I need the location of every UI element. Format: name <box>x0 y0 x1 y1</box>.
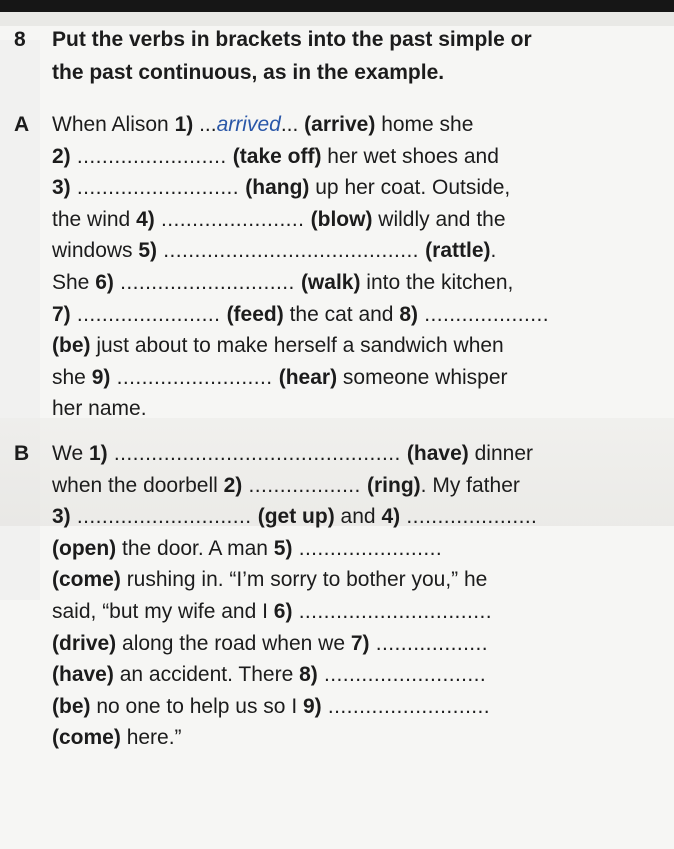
text-segment: along the road when we <box>116 631 351 655</box>
example-answer: arrived <box>216 113 281 136</box>
answer-blank[interactable]: .................. <box>242 473 368 497</box>
text-segment: We <box>52 442 89 465</box>
text-line <box>52 174 510 202</box>
bold-text: 3) <box>52 505 71 529</box>
answer-blank[interactable]: .................. <box>369 631 489 655</box>
text-line <box>52 535 442 563</box>
bold-text: 9) <box>91 365 111 389</box>
text-line <box>52 598 492 626</box>
exercise-number: 8 <box>14 28 26 51</box>
bold-text: (drive) <box>52 631 117 655</box>
text-segment: dinner <box>468 442 533 465</box>
text-segment: and <box>334 505 382 529</box>
bold-text: (get up) <box>257 505 335 529</box>
bold-text: (hear) <box>278 365 338 389</box>
text-segment: when the doorbell <box>52 473 224 497</box>
bold-text: 1) <box>174 113 194 136</box>
text-segment: windows <box>52 239 139 263</box>
text-line <box>52 503 537 531</box>
top-edge <box>0 0 674 12</box>
bold-text: 9) <box>302 694 322 718</box>
bold-text: (ring) <box>367 473 421 497</box>
text-line <box>52 661 486 689</box>
bold-text: (walk) <box>300 271 361 294</box>
answer-blank[interactable]: ............................ <box>113 271 301 294</box>
bold-text: 6) <box>95 271 114 294</box>
text-segment: ... <box>193 113 217 136</box>
text-segment: She <box>52 271 96 294</box>
section-a-label: A <box>14 113 30 136</box>
answer-blank[interactable]: ....................... <box>292 536 443 560</box>
text-segment: no one to help us so I <box>90 694 303 718</box>
section-b-label: B <box>14 442 30 465</box>
text-segment: ... <box>280 113 305 136</box>
answer-blank[interactable]: .......................... <box>317 663 487 687</box>
bold-text: 7) <box>52 302 71 326</box>
bold-text: (arrive) <box>304 113 376 136</box>
bold-text: 5) <box>273 536 293 560</box>
text-segment: . <box>490 239 497 263</box>
text-line <box>52 630 488 658</box>
bold-text: (open) <box>52 536 117 560</box>
bold-text: 2) <box>223 473 243 497</box>
answer-blank[interactable]: .................... <box>418 302 549 326</box>
text-line <box>52 111 473 139</box>
text-segment: said, “but my wife and I <box>52 600 274 623</box>
answer-blank[interactable]: .............................................. <box>107 442 407 465</box>
bold-text: 4) <box>381 505 401 529</box>
bold-text: (have) <box>406 442 469 465</box>
answer-blank[interactable]: ......................... <box>110 365 279 389</box>
answer-blank[interactable]: ..................... <box>400 505 538 529</box>
bold-text: (have) <box>52 663 114 687</box>
text-segment: her wet shoes and <box>321 144 499 168</box>
text-segment: just about to make herself a sandwich when <box>90 334 504 358</box>
text-line <box>52 332 504 360</box>
text-line <box>52 440 533 468</box>
bold-text: 6) <box>273 600 293 623</box>
text-segment: up her coat. Outside, <box>309 176 511 200</box>
text-line <box>52 566 487 594</box>
bold-text: 8) <box>299 663 318 687</box>
bold-text: (come) <box>52 726 121 750</box>
answer-blank[interactable]: ............................ <box>70 505 258 529</box>
bold-text: (rattle) <box>425 239 491 263</box>
instruction-line-2: the past continuous, as in the example. <box>52 61 445 84</box>
answer-blank[interactable]: .......................... <box>321 694 491 718</box>
bleed-through-top <box>0 12 674 26</box>
text-segment: the cat and <box>283 302 400 326</box>
text-segment: When Alison <box>52 113 175 136</box>
text-line <box>52 364 508 392</box>
answer-blank[interactable]: .......................... <box>70 176 246 200</box>
text-segment: her name. <box>52 397 147 421</box>
instruction-line-1: Put the verbs in brackets into the past simple or <box>52 28 532 51</box>
bold-text: (come) <box>52 568 121 592</box>
bold-text: 1) <box>88 442 108 465</box>
bold-text: (hang) <box>245 176 310 200</box>
bold-text: (blow) <box>310 207 373 231</box>
bold-text: 5) <box>138 239 158 263</box>
text-line <box>52 724 182 752</box>
bold-text: 2) <box>52 144 71 168</box>
bold-text: 3) <box>52 176 71 200</box>
bold-text: (be) <box>52 694 91 718</box>
answer-blank[interactable]: ......................................... <box>157 239 426 263</box>
text-line <box>52 395 147 423</box>
answer-blank[interactable]: ....................... <box>154 207 311 231</box>
text-line <box>52 206 506 234</box>
text-segment: wildly and the <box>372 207 506 231</box>
bold-text: 7) <box>350 631 370 655</box>
bold-text: (feed) <box>226 302 284 326</box>
bold-text: (take off) <box>232 144 322 168</box>
text-segment: home she <box>375 113 474 136</box>
text-line <box>52 237 496 265</box>
text-segment: someone whisper <box>337 365 508 389</box>
answer-blank[interactable]: ....................... <box>70 302 227 326</box>
text-segment: rushing in. “I’m sorry to bother you,” he <box>120 568 488 592</box>
text-line <box>52 269 513 297</box>
text-segment: the wind <box>52 207 137 231</box>
bold-text: 8) <box>399 302 419 326</box>
text-segment: . My father <box>420 473 520 497</box>
text-segment: the door. A man <box>116 536 274 560</box>
text-line <box>52 693 490 721</box>
bold-text: 4) <box>136 207 155 231</box>
text-line <box>52 472 520 500</box>
text-segment: an accident. There <box>113 663 300 687</box>
bold-text: (be) <box>52 334 91 358</box>
text-segment: she <box>52 365 92 389</box>
text-segment: here.” <box>120 726 182 750</box>
answer-blank[interactable]: ........................ <box>70 144 233 168</box>
text-line <box>52 301 549 329</box>
text-segment: into the kitchen, <box>360 271 514 294</box>
answer-blank[interactable]: ............................... <box>292 600 492 623</box>
text-line <box>52 143 499 171</box>
